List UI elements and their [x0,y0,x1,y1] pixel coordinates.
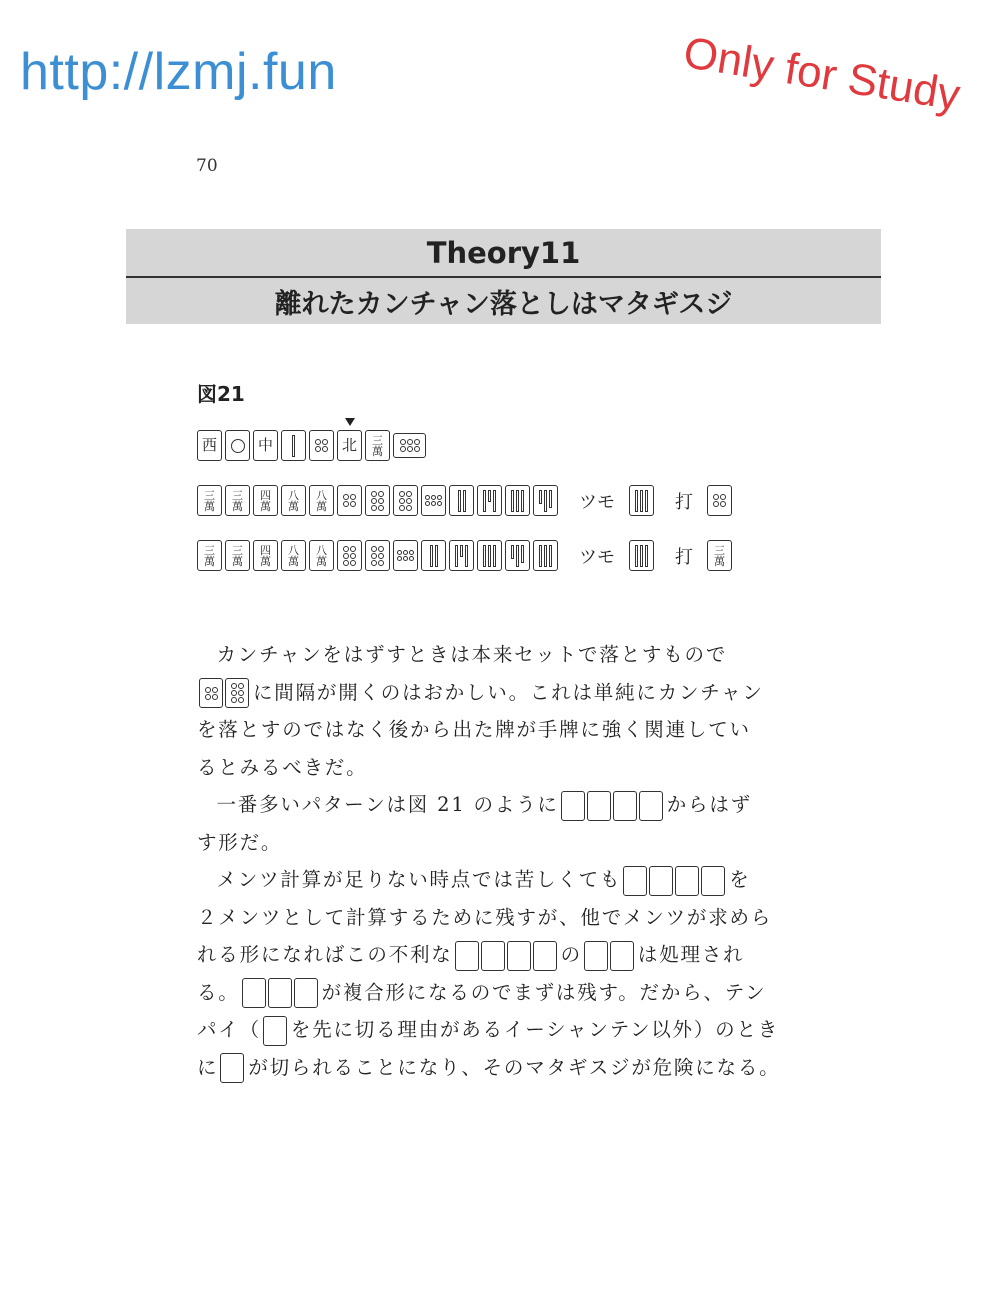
tile-8-sou [629,485,654,516]
tile [263,1016,287,1046]
tile: 三 萬 [197,485,222,516]
inline-tiles [623,866,727,896]
tile-7-pin [393,540,418,571]
tile-west: 西 [197,430,222,461]
tile: 四 萬 [253,540,278,571]
tile: 三 萬 [225,540,250,571]
tile-7-pin [421,485,446,516]
tile-3-sou [477,485,502,516]
tile-1-pin [225,430,250,461]
tile [455,941,479,971]
hand-row-1 [197,485,735,516]
tile [481,941,505,971]
tile [587,791,611,821]
tile-4-pin [309,430,334,461]
tile [242,978,266,1008]
tile-4-sou [477,540,502,571]
tile [623,866,647,896]
body-text [197,636,782,1086]
paragraph [197,636,782,786]
tile [220,1053,244,1083]
tile-north: 北 [337,430,362,461]
tile [701,866,725,896]
tile-4-sou [505,485,530,516]
tile: 三 萬 [225,485,250,516]
inline-tiles [584,941,636,971]
tile-4-pin-sideways [393,433,426,458]
text: からはず [666,793,752,816]
tile-8-sou [533,540,558,571]
chapter-title: 離れたカンチャン落としはマタギスジ [126,278,881,324]
tile [613,791,637,821]
text: に [197,1055,219,1079]
text: カンチャンをはずすときは本来セットで落とすもので [216,643,728,666]
tile [675,866,699,896]
tile-6-pin [365,485,390,516]
tile-4-pin [337,485,362,516]
text: に間隔が開くのはおかしい。これは単純にカンチャン [253,680,764,704]
tile-2-sou [449,485,474,516]
tile-2-sou [421,540,446,571]
tile [639,791,663,821]
text: は処理され [637,943,745,966]
tile: 三 萬 [197,540,222,571]
figure-label: 図21 [197,382,245,406]
tile-6-pin [393,485,418,516]
tile-red-dragon: 中 [253,430,278,461]
page-number: 70 [196,156,218,176]
inline-tiles [263,1016,289,1046]
tsumo-label: ツモ [579,491,615,513]
text: る。 [197,980,240,1004]
inline-tiles [561,791,665,821]
text: るとみるべきだ。 [197,755,368,779]
discard-label: 打 [675,546,693,568]
discard-row [197,430,429,461]
tsumo-label: ツモ [579,546,615,568]
tile: 八 萬 [309,540,334,571]
tile [561,791,585,821]
paragraph [197,861,782,1086]
text: ２メンツとして計算するために残すが、他でメンツが求めら [197,905,773,929]
tile: 八 萬 [281,485,306,516]
tile-6-pin [337,540,362,571]
tile-6-pin [365,540,390,571]
text: パイ（ [197,1018,261,1041]
paragraph [197,786,782,861]
tile-3-sou [449,540,474,571]
tile-3-man: 三 萬 [365,430,390,461]
watermark-stamp: Only for Study [680,28,964,121]
text: を [729,868,751,891]
text: の [560,943,582,966]
text: を先に切る理由があるイーシャンテン以外）のとき [290,1018,780,1041]
tile: 四 萬 [253,485,278,516]
inline-tiles [455,941,559,971]
tile-6-pin [225,678,249,708]
text: メンツ計算が足りない時点では苦しくても [216,868,622,891]
tile [268,978,292,1008]
inline-tiles [220,1053,246,1083]
tile-5-sou [533,485,558,516]
text: が切られることになり、そのマタギスジが危険になる。 [248,1055,781,1079]
text: を落とすのではなく後から出た牌が手牌に強く関連してい [197,718,751,741]
tile [294,978,318,1008]
tile-4-pin [199,678,223,708]
theory-heading: Theory11 [126,229,881,278]
discard-marker-icon [345,418,355,426]
tile-2-sou [281,430,306,461]
inline-tiles [199,678,251,708]
tile: 八 萬 [281,540,306,571]
hand-row-2 [197,540,735,571]
tile [507,941,531,971]
tile-3-man: 三 萬 [707,540,732,571]
tile [649,866,673,896]
text: 一番多いパターンは図 21 のように [216,793,559,816]
text: す形だ。 [197,830,283,854]
tile-5-sou [505,540,530,571]
tile [584,941,608,971]
tile-6-sou [629,540,654,571]
tile: 八 萬 [309,485,334,516]
tile [533,941,557,971]
text: が複合形になるのでまずは残す。だから、テン [321,980,767,1004]
watermark-url: http://lzmj.fun [20,43,337,101]
inline-tiles [242,978,320,1008]
tile-4-pin [707,485,732,516]
tile [610,941,634,971]
discard-label: 打 [675,491,693,513]
text: れる形になればこの不利な [197,943,453,966]
